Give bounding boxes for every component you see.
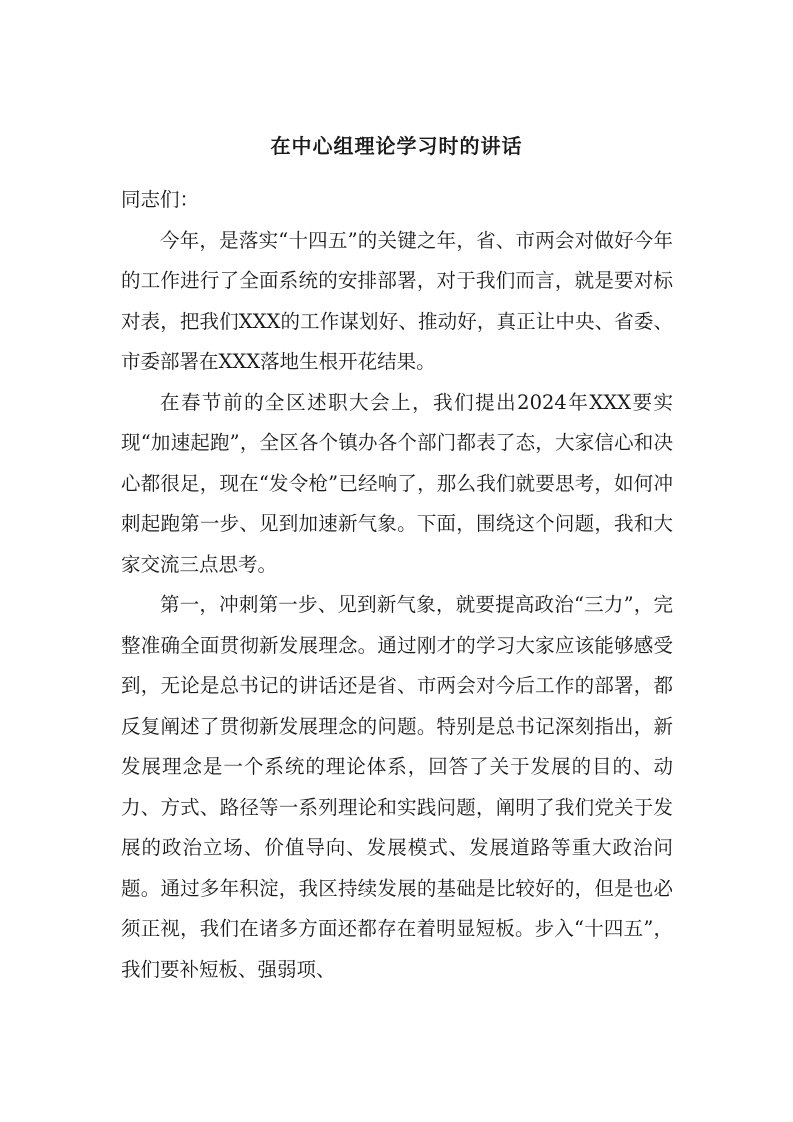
paragraph-1: 今年，是落实“十四五”的关键之年，省、市两会对做好今年的工作进行了全面系统的安排部署，对于我们而言，就是要对标对表，把我们XXX的工作谋划好、推动好，真正让中央、省委、市委部署在XXX落地生根开花结果。: [121, 228, 673, 373]
document-title: 在中心组理论学习时的讲话: [270, 134, 523, 158]
salutation: 同志们：: [121, 188, 200, 211]
paragraph-3: 第一，冲刺第一步、见到新气象，就要提高政治“三力”，完整准确全面贯彻新发展理念。通过刚才的学习大家应该能够感受到，无论是总书记的讲话还是省、市两会对今后工作的部署，都反复阐述了贯彻新发展理念的问题。特别是总书记深刻指出，新发展理念是一个系统的理论体系，回答了关于发展的目的、动力、方式、路径等一系列理论和实践问题，阐明了我们党关于发展的政治立场、价值导向、发展模式、发展道路等重大政治问题。通过多年积淀，我区持续发展的基础是比较好的，但是也必须正视，我们在诸多方面还都存在着明显短板。步入“十四五”，我们要补短板、强弱项、: [121, 593, 673, 981]
paragraph-2: 在春节前的全区述职大会上，我们提出2024年XXX要实现“加速起跑”，全区各个镇办各个部门都表了态，大家信心和决心都很足，现在“发令枪”已经响了，那么我们就要思考，如何冲刺起跑第一步、见到加速新气象。下面，围绕这个问题，我和大家交流三点思考。: [121, 390, 673, 576]
document-body: [121, 180, 673, 990]
